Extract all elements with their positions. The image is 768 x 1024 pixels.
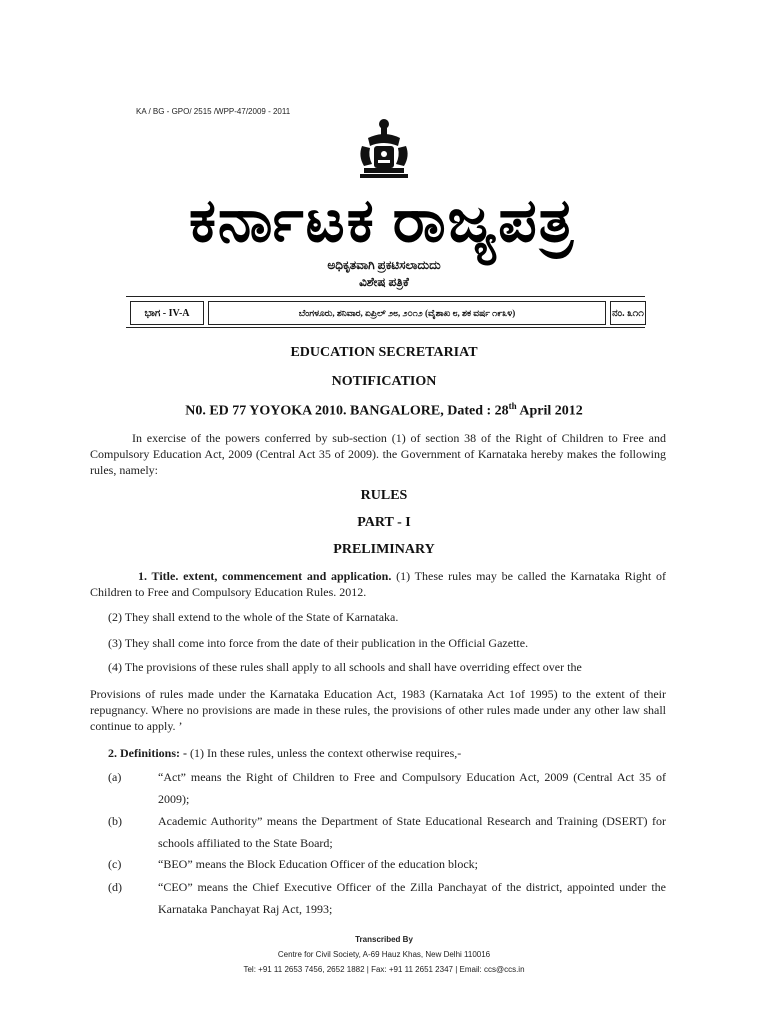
rule-2 — [108, 745, 668, 761]
definition-item — [90, 766, 666, 810]
definition-text: Academic Authority” means the Department of State Educational Research and Training (DSERT) for schools affiliated to the State Board; — [158, 814, 666, 850]
transcriber-address: Centre for Civil Society, A-69 Hauz Khas, New Delhi 110016 — [277, 950, 491, 959]
definition-item — [90, 810, 666, 854]
rule-1-clause-3: (3) They shall come into force from the date of their publication in the Official Gazette. — [108, 636, 529, 650]
intro-paragraph: In exercise of the powers conferred by sub-section (1) of section 38 of the Right of Children to Free and Compulsory Education Act, 2009 (Central Act 35 of 2009). the Government of Karnataka hereby makes the following rules, namely: — [90, 431, 666, 477]
definition-text: “Act” means the Right of Children to Free and Compulsory Education Act, 2009 (Central Act 35 of 2009); — [158, 770, 666, 806]
definition-text: “BEO” means the Block Education Officer of the education block; — [158, 857, 479, 871]
gazette-masthead: ಕರ್ನಾಟಕ ರಾಜ್ಯಪತ್ರ — [188, 188, 576, 254]
issue-bar — [126, 296, 645, 328]
definition-item — [90, 853, 666, 875]
rule-1-text: (1) These rules may be called the Karnataka Right of Children to Free and Compulsory Education Rules. 2012. — [90, 569, 666, 599]
rule-1-clause-4-continued: Provisions of rules made under the Karnataka Education Act, 1983 (Karnataka Act 1of 1995) to the extent of their repugnancy. Where no provisions are made in these rules, the provisions of other rules made under any other law shall continue to apply. ’ — [90, 687, 666, 733]
notification-date-rest: April 2012 — [516, 403, 583, 419]
rule-1-title: 1. Title. extent, commencement and application. — [138, 569, 392, 583]
issue-date: ಬೆಂಗಳೂರು, ಶನಿವಾರ, ಏಪ್ರಿಲ್ ೨೮, ೨೦೧೨ (ವೈಶಾಖ ೮, ಶಕ ವರ್ಷ ೧೯೩೪) — [208, 301, 606, 325]
department-heading: EDUCATION SECRETARIAT — [290, 345, 478, 360]
definition-label: (c) — [108, 857, 122, 871]
definition-label: (a) — [108, 770, 122, 784]
definition-label: (b) — [108, 814, 122, 828]
rule-1 — [90, 568, 666, 600]
notification-heading: NOTIFICATION — [331, 374, 437, 389]
issue-part: ಭಾಗ - IV-A — [130, 301, 204, 325]
preliminary-heading: PRELIMINARY — [333, 542, 435, 557]
rule-2-text: (1) In these rules, unless the context otherwise requires,- — [187, 746, 462, 760]
date-ordinal-suffix: th — [508, 401, 517, 411]
special-issue-label: ವಿಶೇಷ ಪತ್ರಿಕೆ — [359, 275, 409, 289]
definition-text: “CEO” means the Chief Executive Officer of the Zilla Panchayat of the district, appointed under the Karnataka Panchayat Raj Act, 1993; — [158, 880, 666, 916]
gazette-reference: KA / BG - GPO/ 2515 /WPP-47/2009 - 2011 — [136, 107, 291, 116]
transcribed-by-label: Transcribed By — [355, 935, 413, 944]
masthead-subtitle: ಅಧಿಕೃತವಾಗಿ ಪ್ರಕಟಿಸಲಾದುದು — [327, 258, 441, 272]
rule-1-clause-2: (2) They shall extend to the whole of the State of Karnataka. — [108, 610, 399, 624]
definition-label: (d) — [108, 880, 122, 894]
notification-number — [0, 401, 768, 420]
transcriber-contact: Tel: +91 11 2653 7456, 2652 1882 | Fax: +91 11 2651 2347 | Email: ccs@ccs.in — [243, 965, 525, 974]
definition-item — [90, 876, 666, 920]
part-heading: PART - I — [357, 515, 411, 530]
issue-number: ನಂ. ೩೧೧ — [610, 301, 646, 325]
rule-1-clause-4: (4) The provisions of these rules shall apply to all schools and shall have overriding effect over the — [108, 660, 582, 674]
notification-number-text: N0. ED 77 YOYOKA 2010. BANGALORE, Dated : 28 — [185, 403, 509, 419]
rule-2-title: 2. Definitions: - — [108, 746, 187, 760]
rules-heading: RULES — [360, 488, 408, 503]
state-emblem-icon — [354, 116, 414, 182]
